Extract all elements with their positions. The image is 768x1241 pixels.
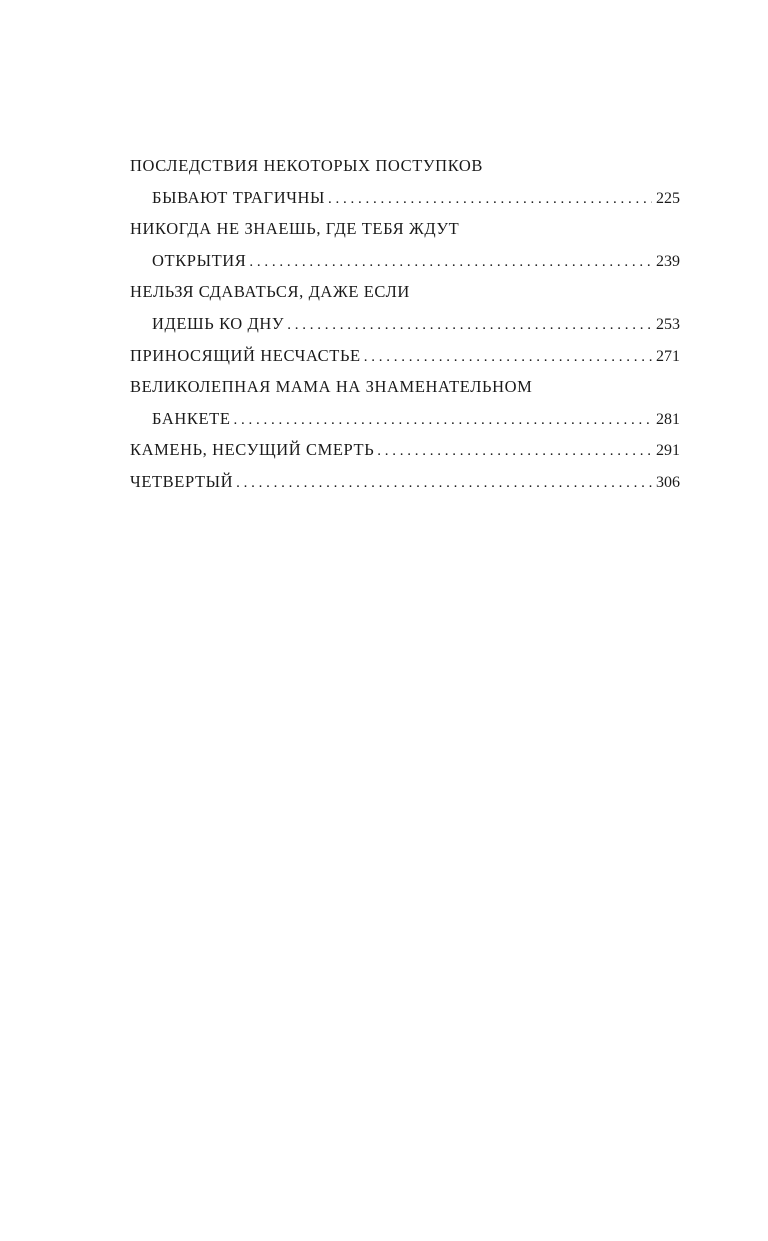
toc-entry-title: НИКОГДА НЕ ЗНАЕШЬ, ГДЕ ТЕБЯ ЖДУТ	[130, 219, 460, 239]
toc-entry-final-line	[130, 434, 680, 466]
toc-page-number: 291	[656, 442, 680, 460]
toc-entry-title: ЧЕТВЕРТЫЙ	[130, 471, 234, 491]
toc-entry-title: ИДЕШЬ КО ДНУ	[152, 313, 285, 333]
toc-entry-title: ПРИНОСЯЩИЙ НЕСЧАСТЬЕ	[130, 345, 361, 365]
dot-leader	[234, 405, 652, 437]
toc-entry-final-line	[130, 308, 680, 340]
toc-page-number: 225	[656, 189, 680, 207]
dot-leader	[377, 436, 652, 468]
dot-leader	[287, 310, 652, 342]
dot-leader	[236, 468, 652, 500]
toc-page-number: 306	[656, 473, 680, 491]
toc-page-number: 271	[656, 347, 680, 365]
dot-leader	[328, 184, 652, 216]
dot-leader	[249, 247, 652, 279]
toc-entry-final-line	[130, 403, 680, 435]
toc-page-number: 239	[656, 252, 680, 270]
toc-entry-final-line	[130, 340, 680, 372]
toc-entry-final-line	[130, 182, 680, 214]
table-of-contents	[130, 150, 680, 498]
toc-entry-final-line	[130, 466, 680, 498]
toc-entry-title: ВЕЛИКОЛЕПНАЯ МАМА НА ЗНАМЕНАТЕЛЬНОМ	[130, 377, 533, 397]
toc-entry-title: БАНКЕТЕ	[152, 408, 231, 428]
toc-entry-title: ПОСЛЕДСТВИЯ НЕКОТОРЫХ ПОСТУПКОВ	[130, 156, 484, 175]
toc-entry-title-line	[130, 276, 680, 308]
toc-page-number: 253	[656, 315, 680, 333]
toc-entry-title: ОТКРЫТИЯ	[152, 250, 247, 270]
toc-entry-title-line	[130, 150, 680, 182]
dot-leader	[364, 342, 652, 374]
toc-entry-final-line	[130, 245, 680, 277]
toc-entry-title-line	[130, 371, 680, 403]
toc-page-number: 281	[656, 410, 680, 428]
toc-entry-title-line	[130, 213, 680, 245]
toc-entry-title: БЫВАЮТ ТРАГИЧНЫ	[152, 187, 326, 207]
toc-entry-title: НЕЛЬЗЯ СДАВАТЬСЯ, ДАЖЕ ЕСЛИ	[130, 282, 410, 302]
toc-entry-title: КАМЕНЬ, НЕСУЩИЙ СМЕРТЬ	[130, 440, 375, 460]
